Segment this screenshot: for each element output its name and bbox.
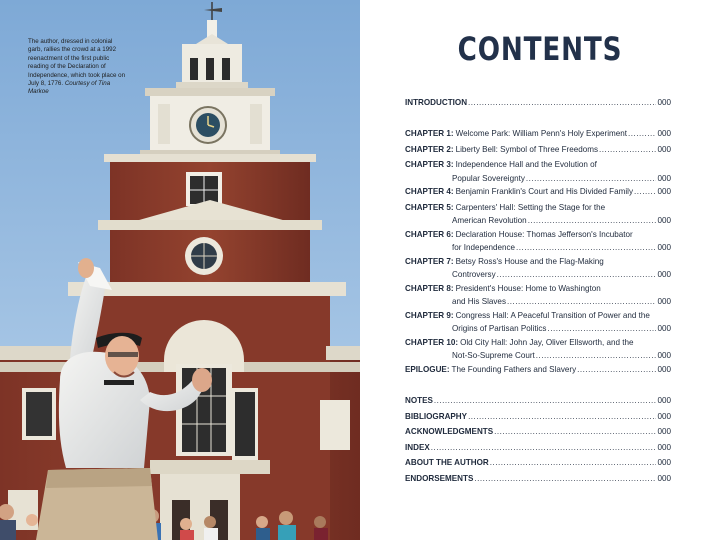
chapter-label: EPILOGUE:	[405, 364, 450, 374]
toc-page-number: 000	[657, 473, 671, 483]
toc-entry[interactable]	[405, 363, 671, 377]
toc-entry-label: ACKNOWLEDGMENTS	[405, 427, 494, 436]
chapter-label: CHAPTER 2:	[405, 144, 454, 154]
toc-entry[interactable]	[405, 425, 671, 439]
chapter-label: CHAPTER 3:	[405, 160, 454, 169]
toc-leader-dots	[474, 472, 656, 486]
toc-page-number: 000	[657, 396, 671, 405]
toc-entry-label: INTRODUCTION	[405, 98, 468, 107]
toc-page-number: 000	[657, 442, 671, 452]
toc-leader-dots	[468, 410, 656, 424]
chapter-title: Declaration House: Thomas Jefferson's Incubator	[455, 229, 633, 239]
toc-entry[interactable]	[405, 282, 671, 309]
toc-entry[interactable]	[405, 441, 671, 455]
toc-leader-dots	[634, 185, 656, 199]
toc-entry-label: ABOUT THE AUTHOR	[405, 458, 489, 467]
chapter-label: CHAPTER 8:	[405, 283, 454, 293]
chapter-title: American Revolution	[452, 216, 527, 225]
chapter-label: CHAPTER 7:	[405, 256, 454, 266]
toc-leader-dots	[599, 143, 656, 157]
toc-line	[405, 425, 671, 439]
chapter-title: Liberty Bell: Symbol of Three Freedoms	[455, 144, 599, 154]
toc-leader-dots	[490, 456, 657, 470]
page-title: CONTENTS	[457, 30, 623, 68]
toc-entry[interactable]	[405, 127, 671, 141]
toc-leader-dots	[526, 172, 657, 186]
toc-page-number: 000	[657, 144, 671, 154]
toc-page-number: 000	[657, 364, 671, 374]
toc-page-number: 000	[657, 98, 671, 107]
chapter-title: Not-So-Supreme Court	[452, 351, 535, 360]
chapter-title: and His Slaves	[452, 297, 506, 306]
toc-leader-dots	[547, 322, 656, 336]
toc-line	[405, 472, 671, 486]
toc-line	[405, 336, 671, 350]
photo-caption	[28, 38, 128, 97]
toc-leader-dots	[468, 96, 656, 110]
toc-page-number: 000	[657, 243, 671, 252]
toc-entry[interactable]	[405, 143, 671, 157]
toc-line	[405, 295, 671, 309]
caption-text: The author, dressed in colonial garb, rallies the crowd at a 1992 reenactment of the first public reading of the Declaration of Independence, which took place on July 8, 1776.	[28, 38, 126, 88]
toc-line	[405, 349, 671, 363]
chapter-label: CHAPTER 4:	[405, 187, 454, 196]
toc-line	[405, 158, 671, 172]
toc-line	[405, 228, 671, 242]
chapter-title: Old City Hall: John Jay, Oliver Ellsworth, and the	[460, 337, 634, 347]
toc-entry-label: ENDORSEMENTS	[405, 473, 474, 483]
toc-line	[405, 322, 671, 336]
chapter-title: Carpenters' Hall: Setting the Stage for the	[455, 202, 606, 212]
toc-line	[405, 255, 671, 269]
toc-line	[405, 241, 671, 255]
toc-line	[405, 185, 671, 199]
toc-page-number: 000	[657, 324, 671, 333]
toc-page-number: 000	[657, 351, 671, 360]
toc-line	[405, 410, 671, 424]
toc-leader-dots	[528, 214, 657, 228]
toc-entry[interactable]	[405, 255, 671, 282]
toc-line	[405, 363, 671, 377]
chapter-title: President's House: Home to Washington	[455, 283, 601, 293]
chapter-title: Popular Sovereignty	[452, 173, 525, 183]
toc-page-number: 000	[657, 173, 671, 183]
toc-leader-dots	[431, 441, 657, 455]
caption-credit: Courtesy of Tina Markoe	[28, 80, 111, 96]
toc-entry[interactable]	[405, 394, 671, 408]
toc-entry-label: INDEX	[405, 442, 430, 452]
toc-line	[405, 394, 671, 408]
chapter-title: Controversy	[452, 270, 496, 279]
chapter-title: Independence Hall and the Evolution of	[455, 160, 597, 169]
chapter-label: CHAPTER 6:	[405, 229, 454, 239]
toc-leader-dots	[507, 295, 656, 309]
toc-line	[405, 172, 671, 186]
toc-entry[interactable]	[405, 336, 671, 363]
toc-page-number: 000	[657, 427, 671, 436]
toc-line	[405, 309, 671, 323]
chapter-title: Welcome Park: William Penn's Holy Experiment	[455, 129, 627, 138]
toc-line	[405, 456, 671, 470]
toc-leader-dots	[577, 363, 656, 377]
chapter-title: Origins of Partisan Politics	[452, 324, 547, 333]
toc-page-number: 000	[657, 216, 671, 225]
chapter-title: The Founding Fathers and Slavery	[451, 364, 577, 374]
toc-leader-dots	[516, 241, 656, 255]
contents-page	[360, 0, 720, 540]
chapter-title: for Independence	[452, 243, 516, 252]
toc-leader-dots	[494, 425, 656, 439]
toc-line	[405, 201, 671, 215]
chapter-title: Benjamin Franklin's Court and His Divided Family	[455, 187, 634, 196]
toc-page-number: 000	[657, 187, 671, 196]
toc-leader-dots	[628, 127, 656, 141]
toc-entry[interactable]	[405, 472, 671, 486]
toc-entry[interactable]	[405, 96, 671, 110]
toc-entry[interactable]	[405, 309, 671, 336]
chapter-label: CHAPTER 9:	[405, 310, 454, 320]
chapter-label: CHAPTER 10:	[405, 337, 459, 347]
toc-entry[interactable]	[405, 158, 671, 185]
toc-entry[interactable]	[405, 201, 671, 228]
toc-entry[interactable]	[405, 185, 671, 199]
toc-page-number: 000	[657, 129, 671, 138]
toc-page-number: 000	[657, 297, 671, 306]
toc-line	[405, 214, 671, 228]
chapter-title: Congress Hall: A Peaceful Transition of Power and the	[455, 310, 650, 320]
chapter-label: CHAPTER 1:	[405, 129, 454, 138]
toc-entry[interactable]	[405, 456, 671, 470]
toc-entry[interactable]	[405, 410, 671, 424]
toc-line	[405, 268, 671, 282]
toc-entry[interactable]	[405, 228, 671, 255]
toc-entry-label: NOTES	[405, 396, 433, 405]
toc-line	[405, 143, 671, 157]
toc-line	[405, 127, 671, 141]
chapter-title: Betsy Ross's House and the Flag-Making	[455, 256, 604, 266]
toc-page-number: 000	[657, 458, 671, 467]
chapter-label: CHAPTER 5:	[405, 202, 454, 212]
toc-leader-dots	[536, 349, 657, 363]
toc-line	[405, 282, 671, 296]
toc-leader-dots	[497, 268, 657, 282]
toc-entry-label: BIBLIOGRAPHY	[405, 411, 468, 421]
toc-line	[405, 96, 671, 110]
toc-leader-dots	[434, 394, 657, 408]
toc-line	[405, 441, 671, 455]
toc-page-number: 000	[657, 270, 671, 279]
toc-page-number: 000	[657, 411, 671, 421]
